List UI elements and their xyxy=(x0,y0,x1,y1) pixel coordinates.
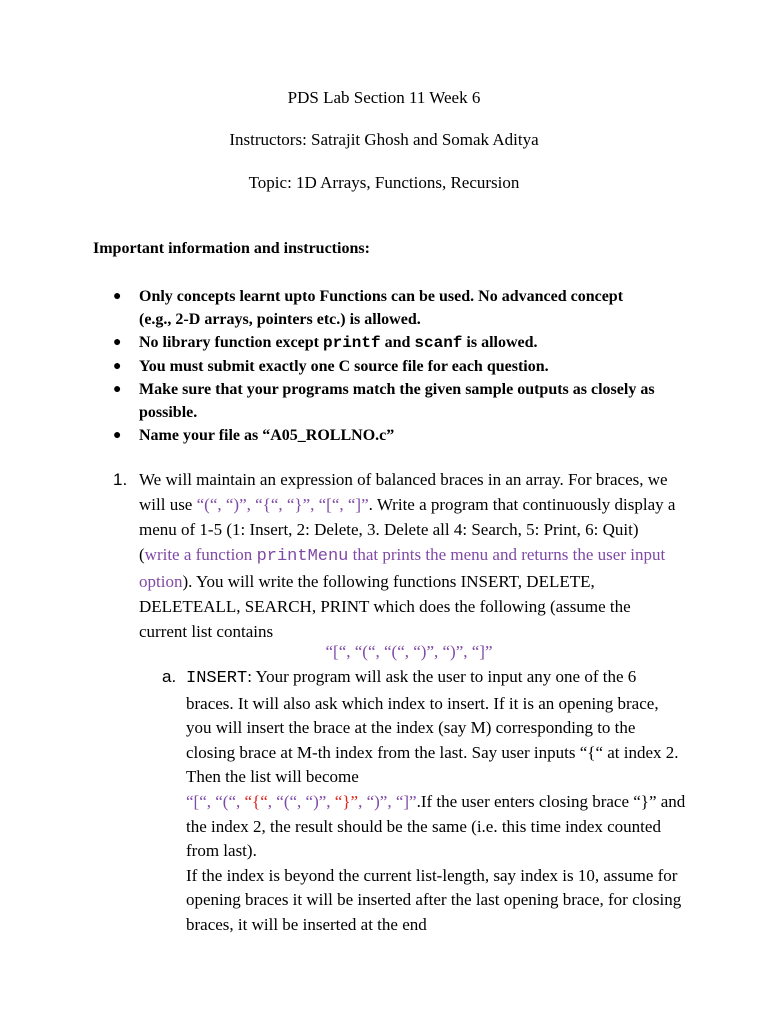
brace-list: “(“, “)”, “{“, “}”, “[“, “]” xyxy=(196,495,369,514)
code-printf: printf xyxy=(322,334,381,352)
topic-line: Topic: 1D Arrays, Functions, Recursion xyxy=(248,173,520,192)
bullet-icon: ● xyxy=(113,359,122,374)
code-insert: INSERT xyxy=(186,669,248,688)
instructions-list xyxy=(0,285,659,447)
question-number: 1. xyxy=(113,470,128,489)
bullet-icon: ● xyxy=(113,428,122,443)
bullet-icon: ● xyxy=(113,289,122,304)
bullet-icon: ● xyxy=(113,382,122,397)
current-list-example: “[“, “(“, “(“, “)”, “)”, “]” xyxy=(325,642,493,661)
subquestion-a-text: INSERT: Your program will ask the user to input any one of the 6 braces. It will also ask which index to insert. If it is an opening brace, you will insert the brace at the index (say M) corresponding to the closing brace at M-th index from the last. Say user inputs “{“ at index 2. Then the list will become “[“, “(“, “{“, “(“, “)”, “}”, “)”, “]”.If the user enters closing brace “}” and the index 2, the result should be the same (i.e. this time index counted from last). If the index is beyond the current list-length, say index is 10, assume for opening braces it will be inserted after the last opening brace, for closing braces, it will be inserted at the end xyxy=(186,667,686,934)
question-1-text: We will maintain an expression of balanced braces in an array. For braces, we will use “(“, “)”, “{“, “}”, “[“, “]”. Write a program that continuously display a menu of 1-5 (1: Insert, 2: Delete, 3. Delete all 4: Search, 5: Print, 6: Quit) (write a function printMenu that prints the menu and returns the user input option). You will write the following functions INSERT, DELETE, DELETEALL, SEARCH, PRINT which does the following (assume the current list contains xyxy=(139,470,676,641)
insert-example: “[“, “(“, xyxy=(186,791,245,811)
bullet-icon: ● xyxy=(113,335,122,350)
instruction-item: ● Make sure that your programs match the given sample outputs as closely as possible. xyxy=(0,378,659,424)
code-printmenu: printMenu xyxy=(256,547,349,566)
instruction-item: ● No library function except printf and scanf is allowed. xyxy=(0,331,659,355)
code-scanf: scanf xyxy=(414,334,463,352)
instruction-item: ● Only concepts learnt upto Functions can be used. No advanced concept (e.g., 2-D arrays, pointers etc.) is allowed. xyxy=(0,285,659,331)
instructions-heading: Important information and instructions: xyxy=(93,240,370,257)
instructors-line: Instructors: Satrajit Ghosh and Somak Aditya xyxy=(229,130,539,149)
instruction-item: ● You must submit exactly one C source file for each question. xyxy=(0,355,659,378)
subquestion-letter: a. xyxy=(162,667,177,686)
doc-title: PDS Lab Section 11 Week 6 xyxy=(287,88,481,107)
instruction-item: ● Name your file as “A05_ROLLNO.c” xyxy=(0,424,659,447)
